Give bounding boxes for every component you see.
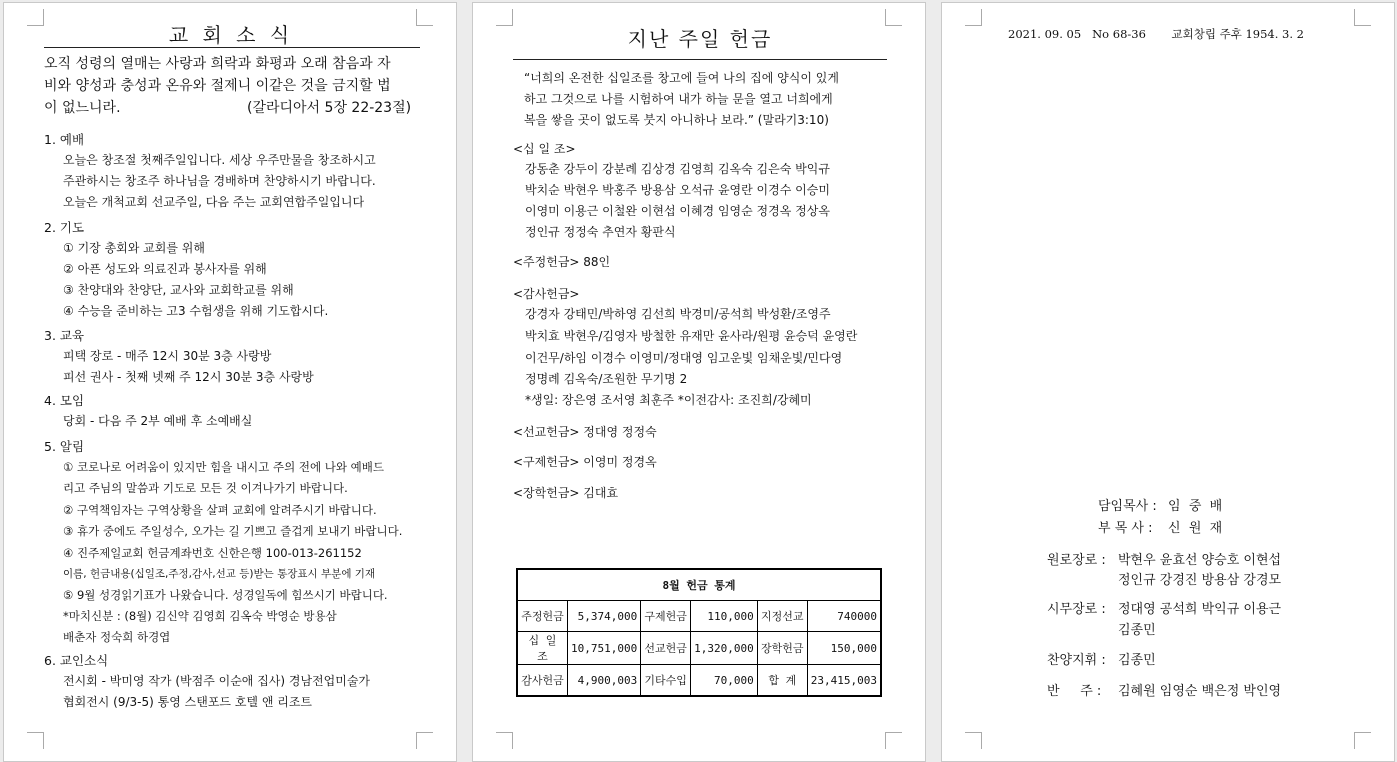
elder-names: 정인규 강경진 방용삼 강경모: [1118, 573, 1282, 588]
table-cell: 합 계: [757, 665, 807, 697]
verse-line: “너희의 온전한 십일조를 창고에 들여 나의 집에 양식이 있게: [524, 71, 839, 85]
accompanist-names: 김혜원 임영순 백은정 박인영: [1118, 684, 1282, 699]
group-heading-thanks: <감사헌금>: [513, 287, 580, 301]
title-rule: [44, 47, 420, 48]
choir-names: 김종민: [1118, 653, 1156, 668]
section-line: ① 코로나로 어려움이 있지만 힘을 내시고 주의 전에 나와 예배드: [63, 460, 384, 474]
staff-names: 신 원 재: [1168, 521, 1223, 536]
table-cell: 110,000: [691, 601, 758, 632]
verse-line: 복을 쌓을 곳이 없도록 붓지 아니하나 보라.” (말라기3:10): [524, 113, 829, 127]
section-line: ① 기장 총회와 교회를 위해: [63, 241, 205, 255]
name-line: 강경자 강태민/박하영 김선희 박경미/공석희 박성환/조영주: [525, 307, 831, 321]
table-row: [517, 665, 881, 697]
section-heading: 3. 교육: [44, 328, 85, 343]
elder-names: 정대영 공석희 박익규 이용근: [1118, 602, 1282, 617]
section-line: ③ 찬양대와 찬양단, 교사와 교회학교를 위해: [63, 283, 294, 297]
name-line: 정인규 정정숙 추연자 황판식: [525, 225, 676, 239]
page-church-staff: [941, 2, 1395, 762]
group-heading-mission: <선교헌금> 정대영 정정숙: [513, 425, 657, 439]
choir-label: 찬양지휘 :: [1047, 653, 1106, 668]
name-line: 박치효 박현우/김영자 방철한 유재만 윤사라/원평 윤승덕 윤영란: [525, 329, 858, 343]
table-cell: 740000: [807, 601, 881, 632]
section-heading: 2. 기도: [44, 220, 85, 235]
section-line: ③ 휴가 중에도 주일성수, 오가는 길 기쁘고 즐겁게 보내기 바랍니다.: [63, 524, 403, 538]
section-line: 주관하시는 창조주 하나님을 경배하며 찬양하시기 바랍니다.: [63, 174, 376, 188]
name-line: 박치순 박현우 박홍주 방용삼 오석규 윤영란 이경수 이승미: [525, 183, 830, 197]
table-cell: 기타수입: [641, 665, 691, 697]
name-line: 정명례 김옥숙/조원한 무기명 2: [525, 372, 688, 386]
table-cell: 23,415,003: [807, 665, 881, 697]
staff-names: 임 중 배: [1168, 499, 1223, 514]
group-heading-relief: <구제헌금> 이영미 정경옥: [513, 455, 657, 469]
verse-line: 비와 양성과 충성과 온유와 절제니 이같은 것을 금지할 법: [44, 78, 391, 94]
group-heading-tithe: <십 일 조>: [513, 142, 576, 156]
table-cell: 감사헌금: [517, 665, 567, 697]
group-heading-weekly: <주정헌금> 88인: [513, 255, 611, 269]
section-line: ② 아픈 성도와 의료진과 봉사자를 위해: [63, 262, 267, 276]
section-line: ⑤ 9월 성경읽기표가 나왔습니다. 성경일독에 힘쓰시기 바랍니다.: [63, 588, 388, 602]
section-line: 리고 주님의 말씀과 기도로 모든 것 이겨나가기 바랍니다.: [63, 481, 348, 495]
group-heading-scholarship: <장학헌금> 김대효: [513, 486, 619, 500]
table-cell: 5,374,000: [567, 601, 640, 632]
page-title: 교 회 소 식: [168, 23, 294, 47]
section-line: ② 구역책임자는 구역상황을 살펴 교회에 알려주시기 바랍니다.: [63, 503, 377, 517]
section-line: 배춘자 정숙희 하경엽: [63, 630, 171, 644]
table-row: [517, 601, 881, 632]
table-cell: 70,000: [691, 665, 758, 697]
table-row: [517, 632, 881, 665]
page-church-news: [3, 2, 457, 762]
section-heading: 1. 예배: [44, 132, 85, 147]
table-cell: 1,320,000: [691, 632, 758, 665]
table-cell: 주정헌금: [517, 601, 567, 632]
verse-reference: (갈라디아서 5장 22-23절): [247, 100, 412, 116]
page-offering-report: [472, 2, 926, 762]
table-cell: 4,900,003: [567, 665, 640, 697]
section-heading: 5. 알림: [44, 439, 85, 454]
verse-line: 하고 그것으로 나를 시험하여 내가 하늘 문을 열고 너희에게: [524, 92, 833, 106]
name-line: *생일: 장은영 조서영 최훈주 *이전감사: 조진희/강혜미: [525, 393, 812, 407]
verse-line: 이 없느니라.: [44, 100, 121, 116]
page-title: 지난 주일 헌금: [627, 27, 773, 51]
section-line: 오늘은 개척교회 선교주일, 다음 주는 교회연합주일입니다: [63, 195, 365, 209]
section-line: *마치신분 : (8월) 김신약 김영희 김옥숙 박영순 방용삼: [63, 609, 337, 623]
accompanist-label: 반 주 :: [1047, 684, 1102, 699]
section-line: 피택 장로 - 매주 12시 30분 3층 사랑방: [63, 349, 272, 363]
staff-label: 담임목사 :: [1098, 499, 1157, 514]
table-cell: 구제헌금: [641, 601, 691, 632]
elder-names: 김종민: [1118, 623, 1156, 638]
offering-stats-table: [516, 568, 882, 697]
table-cell: 장학헌금: [757, 632, 807, 665]
section-line: 전시회 - 박미영 작가 (박점주 이순애 집사) 경남전업미술가: [63, 674, 371, 688]
section-line: 당회 - 다음 주 2부 예배 후 소예배실: [63, 414, 253, 428]
bulletin-header: 2021. 09. 05 No 68-36 교회창립 주후 1954. 3. 2: [1008, 27, 1304, 41]
table-title: 8월 헌금 통계: [517, 569, 881, 601]
staff-label: 부 목 사 :: [1098, 521, 1153, 536]
table-cell: 지정선교: [757, 601, 807, 632]
section-heading: 4. 모임: [44, 393, 85, 408]
table-cell: 선교헌금: [641, 632, 691, 665]
name-line: 강동춘 강두이 강분례 김상경 김영희 김옥숙 김은숙 박익규: [525, 162, 830, 176]
section-heading: 6. 교인소식: [44, 653, 109, 668]
elder-label: 원로장로 :: [1047, 553, 1106, 568]
table-cell: 십 일 조: [517, 632, 567, 665]
elder-names: 박현우 윤효선 양승호 이현섭: [1118, 553, 1282, 568]
table-cell: 10,751,000: [567, 632, 640, 665]
section-line: 협회전시 (9/3-5) 통영 스탠포드 호텔 앤 리조트: [63, 695, 313, 709]
name-line: 이건무/하임 이경수 이영미/정대영 임고운빛 임채운빛/민다영: [525, 351, 843, 365]
section-line: ④ 진주제일교회 헌금계좌번호 신한은행 100-013-261152: [63, 546, 362, 560]
table-cell: 150,000: [807, 632, 881, 665]
name-line: 이영미 이용근 이철완 이현섭 이혜경 임영순 정경옥 정상옥: [525, 204, 830, 218]
section-line: 이름, 헌금내용(십일조,주정,감사,선교 등)받는 통장표시 부분에 기재: [63, 568, 376, 580]
section-line: ④ 수능을 준비하는 고3 수험생을 위해 기도합시다.: [63, 304, 329, 318]
title-rule: [513, 59, 887, 60]
elder-label: 시무장로 :: [1047, 602, 1106, 617]
verse-line: 오직 성령의 열매는 사랑과 희락과 화평과 오래 참음과 자: [44, 56, 391, 72]
section-line: 피선 권사 - 첫째 넷째 주 12시 30분 3층 사랑방: [63, 370, 314, 384]
section-line: 오늘은 창조절 첫째주일입니다. 세상 우주만물을 창조하시고: [63, 153, 376, 167]
